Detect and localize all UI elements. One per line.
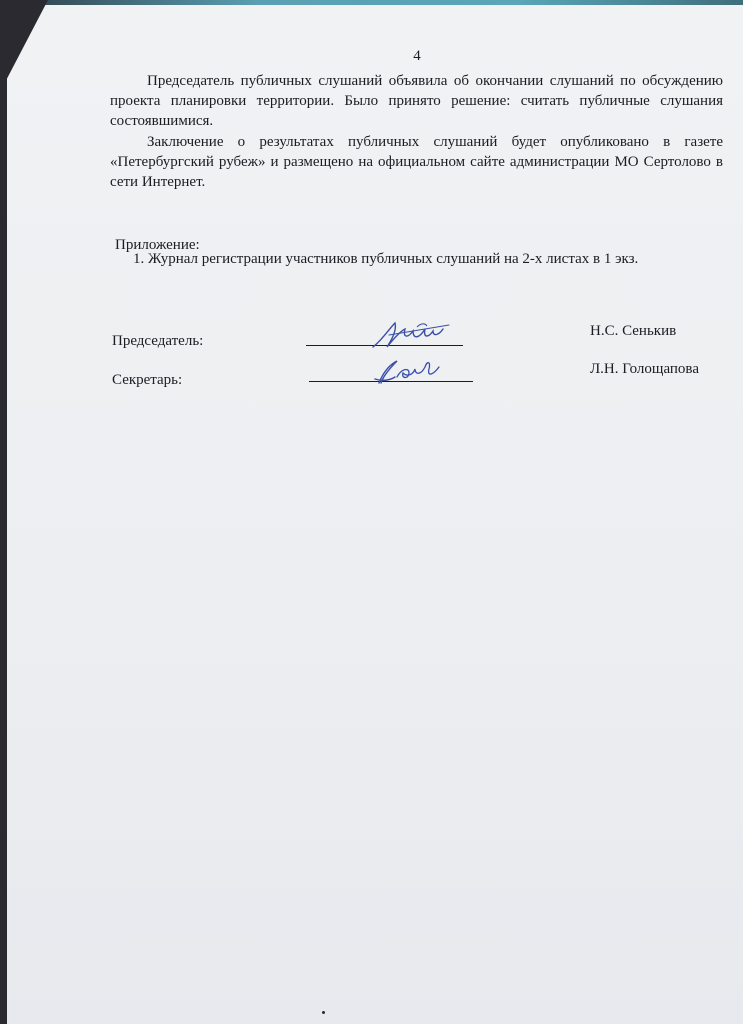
handwritten-signature-secretary	[369, 355, 449, 387]
page-number: 4	[413, 48, 421, 64]
signature-name-secretary: Л.Н. Голощапова	[590, 361, 699, 377]
scan-left-edge	[0, 0, 7, 1024]
document-page	[7, 5, 743, 1024]
paragraph-publication-notice: Заключение о результатах публичных слушаний будет опубликовано в газете «Петербургский рубеж» и размещено на официальном сайте администрации МО Сертолово в сети Интернет.	[110, 134, 723, 190]
appendix-title: Приложение:	[115, 237, 200, 253]
scan-folded-corner	[0, 0, 48, 92]
signature-role-secretary: Секретарь:	[112, 372, 183, 388]
paragraph-closing-hearings: Председатель публичных слушаний объявила об окончании слушаний по обсуждению проекта планировки территории. Было принято решение: считать публичные слушания состоявшимися.	[110, 73, 723, 129]
appendix-item: 1. Журнал регистрации участников публичных слушаний на 2-х листах в 1 экз.	[133, 251, 639, 267]
signature-role-chairman: Председатель:	[112, 333, 204, 349]
handwritten-signature-chairman	[369, 317, 459, 353]
scan-speck	[322, 1011, 325, 1014]
signature-name-chairman: Н.С. Сенькив	[590, 323, 677, 339]
